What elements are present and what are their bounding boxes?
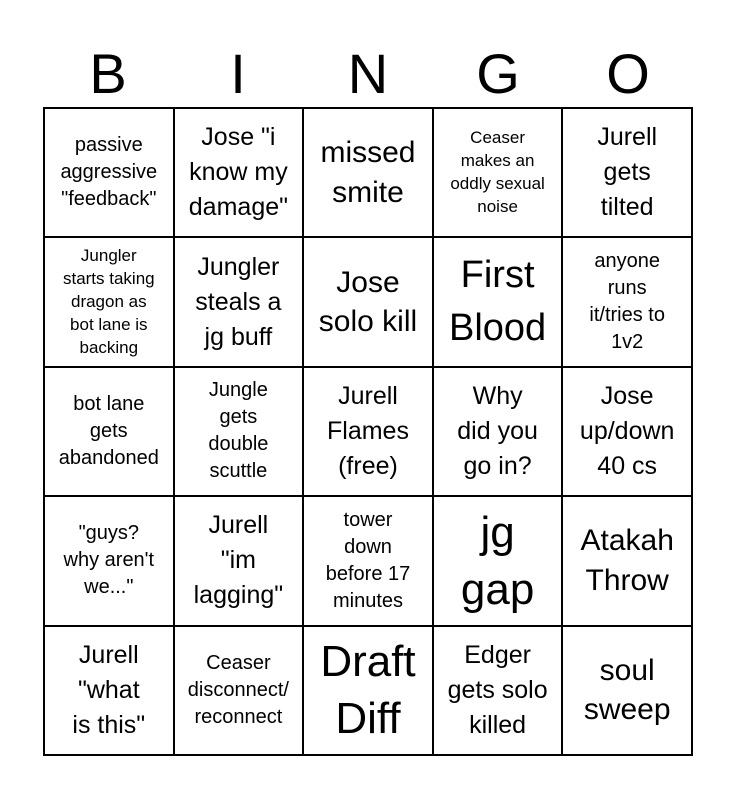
bingo-cell[interactable] (44, 626, 174, 755)
cell-text: Jose "i know my damage" (188, 123, 288, 222)
cell-text: tower down before 17 minutes (325, 508, 411, 612)
cell-text: Why did you go in? (457, 381, 538, 480)
bingo-cell[interactable] (44, 237, 174, 366)
cell-text: Ceaser makes an oddly sexual noise (450, 127, 545, 216)
header-letter-o: O (606, 42, 650, 105)
cell-text: Jungler steals a jg buff (195, 252, 282, 351)
bingo-cell[interactable] (562, 237, 692, 366)
header-letter-b: B (89, 42, 127, 105)
header-letter-n: N (347, 42, 389, 105)
bingo-cell[interactable] (562, 496, 692, 625)
bingo-cell[interactable] (433, 237, 563, 366)
bingo-grid (43, 107, 693, 756)
bingo-cell[interactable] (562, 367, 692, 496)
bingo-cell[interactable] (44, 496, 174, 625)
bingo-header (43, 40, 693, 108)
bingo-cell[interactable] (433, 496, 563, 625)
bingo-cell[interactable] (433, 367, 563, 496)
bingo-cell[interactable] (44, 367, 174, 496)
cell-text: Jurell gets tilted (597, 123, 658, 222)
cell-text: Atakah Throw (580, 524, 674, 597)
cell-text: Edger gets solo killed (447, 640, 548, 739)
bingo-cell[interactable] (174, 108, 304, 237)
header-letter-g: G (476, 42, 520, 105)
bingo-cell[interactable] (303, 108, 433, 237)
cell-text: Draft Diff (320, 637, 416, 744)
bingo-cell[interactable] (174, 367, 304, 496)
cell-text: missed smite (320, 136, 416, 209)
cell-text: Jose solo kill (318, 265, 418, 339)
bingo-cell[interactable] (433, 626, 563, 755)
header-letter-i: I (230, 42, 246, 105)
cell-text: Jurell Flames (free) (327, 381, 409, 480)
bingo-cell[interactable] (303, 367, 433, 496)
cell-text: passive aggressive "feedback" (60, 134, 158, 211)
bingo-cell[interactable] (174, 496, 304, 625)
cell-text: anyone runs it/tries to 1v2 (589, 250, 665, 354)
cell-text: Jungler starts taking dragon as bot lane is backing (62, 245, 155, 357)
cell-text: "guys? why aren't we..." (63, 522, 155, 599)
bingo-cell[interactable] (303, 626, 433, 755)
bingo-cell[interactable] (174, 237, 304, 366)
cell-text: bot lane gets abandoned (58, 392, 159, 469)
cell-text: Jungle gets double scuttle (208, 379, 269, 483)
cell-text: Jurell "what is this" (72, 640, 146, 739)
bingo-cell[interactable] (562, 626, 692, 755)
cell-text: Ceaser disconnect/ reconnect (187, 651, 289, 728)
cell-text: Jose up/down 40 cs (579, 381, 675, 480)
bingo-cell[interactable] (303, 237, 433, 366)
cell-text: Jurell "im lagging" (193, 511, 284, 610)
bingo-cell[interactable] (303, 496, 433, 625)
cell-text: jg gap (460, 507, 535, 614)
bingo-cell[interactable] (433, 108, 563, 237)
bingo-cell[interactable] (44, 108, 174, 237)
bingo-cell[interactable] (174, 626, 304, 755)
bingo-cell[interactable] (562, 108, 692, 237)
cell-text: First Blood (448, 253, 547, 350)
cell-text: soul sweep (583, 653, 671, 727)
